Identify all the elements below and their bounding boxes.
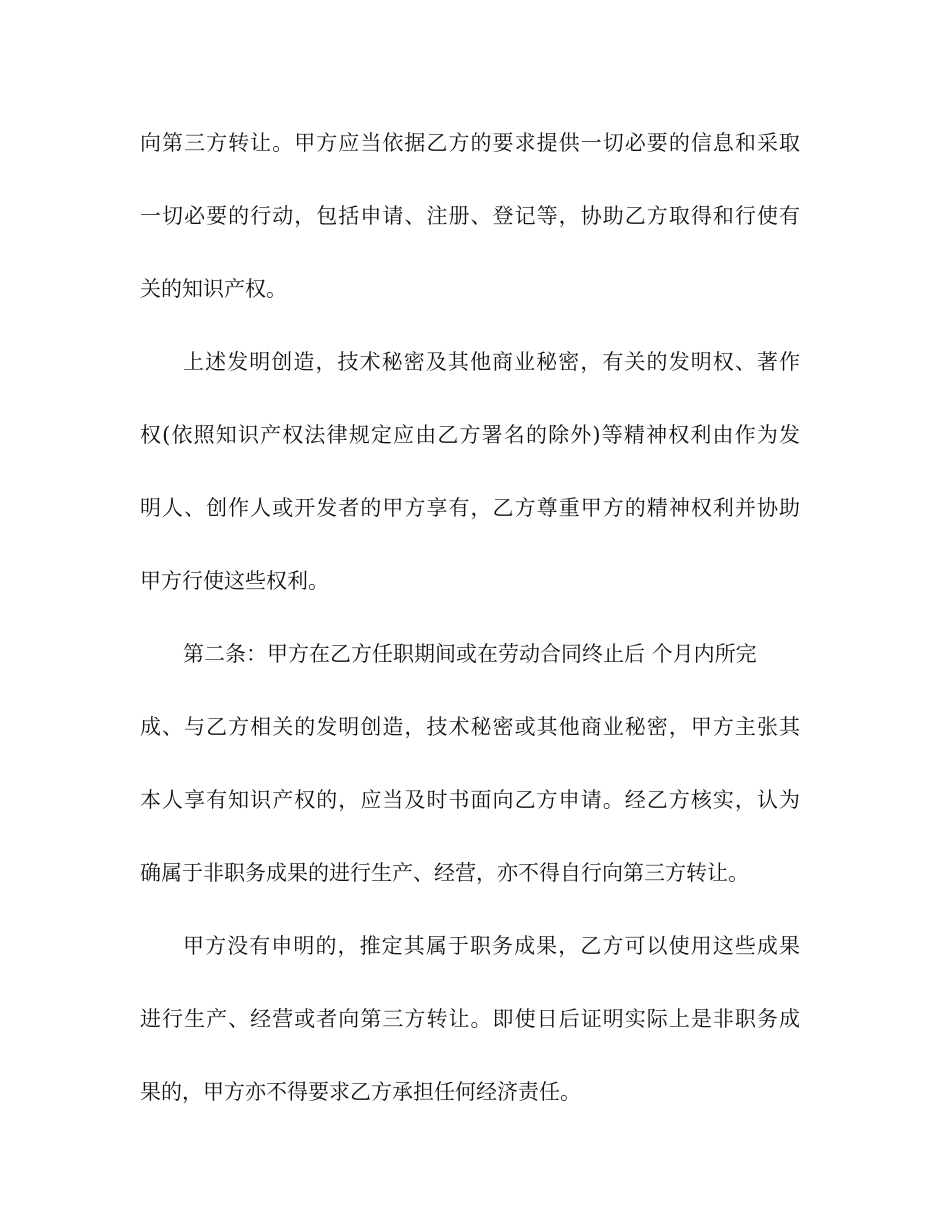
- text-line: 确属于非职务成果的进行生产、经营，亦不得自行向第三方转让。: [140, 861, 749, 885]
- paragraph-first-line: 甲方没有申明的，推定其属于职务成果，乙方可以使用这些成果: [183, 934, 800, 958]
- text-line: 一切必要的行动，包括申请、注册、登记等，协助乙方取得和行使有: [140, 204, 800, 228]
- paragraph-first-line: 上述发明创造，技术秘密及其他商业秘密，有关的发明权、著作: [183, 350, 800, 374]
- text-line: 果的，甲方亦不得要求乙方承担任何经济责任。: [140, 1080, 581, 1104]
- text-line: 甲方行使这些权利。: [140, 569, 329, 593]
- text-line: 权(依照知识产权法律规定应由乙方署名的除外)等精神权利由作为发: [140, 423, 800, 447]
- text-line: 明人、创作人或开发者的甲方享有，乙方尊重甲方的精神权利并协助: [140, 496, 800, 520]
- article-two-first-line: 第二条：甲方在乙方任职期间或在劳动合同终止后 个月内所完: [183, 642, 757, 666]
- text-line: 向第三方转让。甲方应当依据乙方的要求提供一切必要的信息和采取: [140, 131, 800, 155]
- text-line: 成、与乙方相关的发明创造，技术秘密或其他商业秘密，甲方主张其: [140, 715, 800, 739]
- text-line: 关的知识产权。: [140, 277, 287, 301]
- text-line: 进行生产、经营或者向第三方转让。即使日后证明实际上是非职务成: [140, 1007, 800, 1031]
- text-line: 本人享有知识产权的，应当及时书面向乙方申请。经乙方核实，认为: [140, 788, 800, 812]
